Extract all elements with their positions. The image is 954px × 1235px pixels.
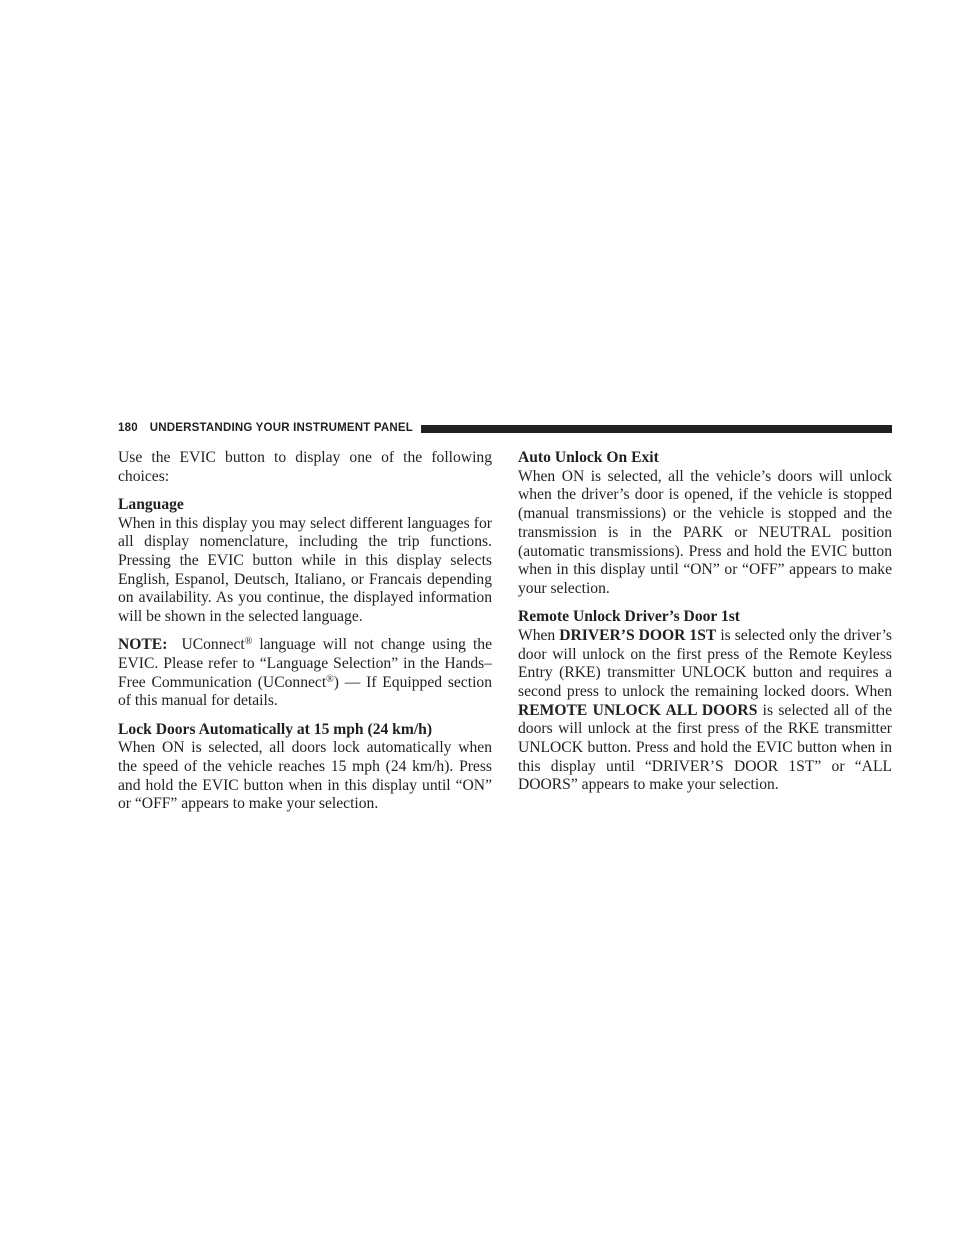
lock-doors-section: [118, 721, 492, 815]
page-header: [118, 419, 892, 437]
language-section: [118, 496, 492, 627]
page-number: 180: [118, 422, 138, 434]
registered-mark: ®: [244, 636, 253, 648]
drivers-door-1st-option: DRIVER’S DOOR 1ST: [559, 626, 717, 644]
intro-paragraph: Use the EVIC button to display one of the following choices:: [118, 449, 492, 485]
remote-unlock-body: [518, 627, 892, 795]
remote-unlock-text-2: is selected only the driver’s door will unlock on the first press of the Remote Keyless Entry (RKE) transmitter UNLOCK button and requires a second press to unlock the remaining locked doors. When: [518, 626, 892, 700]
note-paragraph: [118, 636, 492, 711]
remote-unlock-section: [518, 608, 892, 795]
remote-unlock-heading: Remote Unlock Driver’s Door 1st: [518, 608, 741, 626]
auto-unlock-body: When ON is selected, all the vehicle’s doors will unlock when the driver’s door is opened, if the vehicle is stopped (manual transmissions) or the vehicle is stopped and the transmission is in the PARK or NEUTRAL position (automatic transmissions). Press and hold the EVIC button when in this display until “ON” or “OFF” appears to make your selection.: [518, 467, 892, 597]
registered-mark: ®: [326, 673, 334, 685]
section-title: UNDERSTANDING YOUR INSTRUMENT PANEL: [149, 422, 413, 434]
right-column: [518, 449, 892, 805]
remote-unlock-all-doors-option: REMOTE UNLOCK ALL DOORS: [518, 701, 758, 719]
language-heading: Language: [118, 495, 184, 513]
language-body: When in this display you may select different languages for all display nomenclature, including the trip functions. Pressing the EVIC button while in this display selects English, Espanol, Deutsch, Italiano, or Francais depending on availability. As you continue, the displayed information will be shown in the selected language.: [118, 514, 492, 626]
remote-unlock-text-1: When: [518, 626, 560, 644]
header-rule: [421, 425, 892, 433]
lock-doors-heading: Lock Doors Automatically at 15 mph (24 km/h): [118, 720, 433, 738]
note-text-3: ) — If Equipped section of this manual for details.: [118, 673, 492, 710]
note-text-2: language will not change using the EVIC. Please refer to “Language Selection” in the Hands–Free Communication (UConnect: [118, 636, 493, 691]
lock-doors-body: When ON is selected, all doors lock automatically when the speed of the vehicle reaches 15 mph (24 km/h). Press and hold the EVIC button when in this display until “ON” or “OFF” appears to make your selection.: [118, 739, 492, 813]
remote-unlock-text-3: is selected all of the doors will unlock at the first press of the RKE transmitter UNLOCK button. Press and hold the EVIC button when in this display until “DRIVER’S DOOR 1ST” or “ALL DOORS” appears to make your selection.: [518, 701, 892, 794]
note-text-1: UConnect: [181, 636, 245, 654]
auto-unlock-heading: Auto Unlock On Exit: [518, 449, 659, 466]
note-label: NOTE:: [118, 636, 168, 654]
left-column: [118, 449, 492, 824]
auto-unlock-section: [518, 449, 892, 599]
